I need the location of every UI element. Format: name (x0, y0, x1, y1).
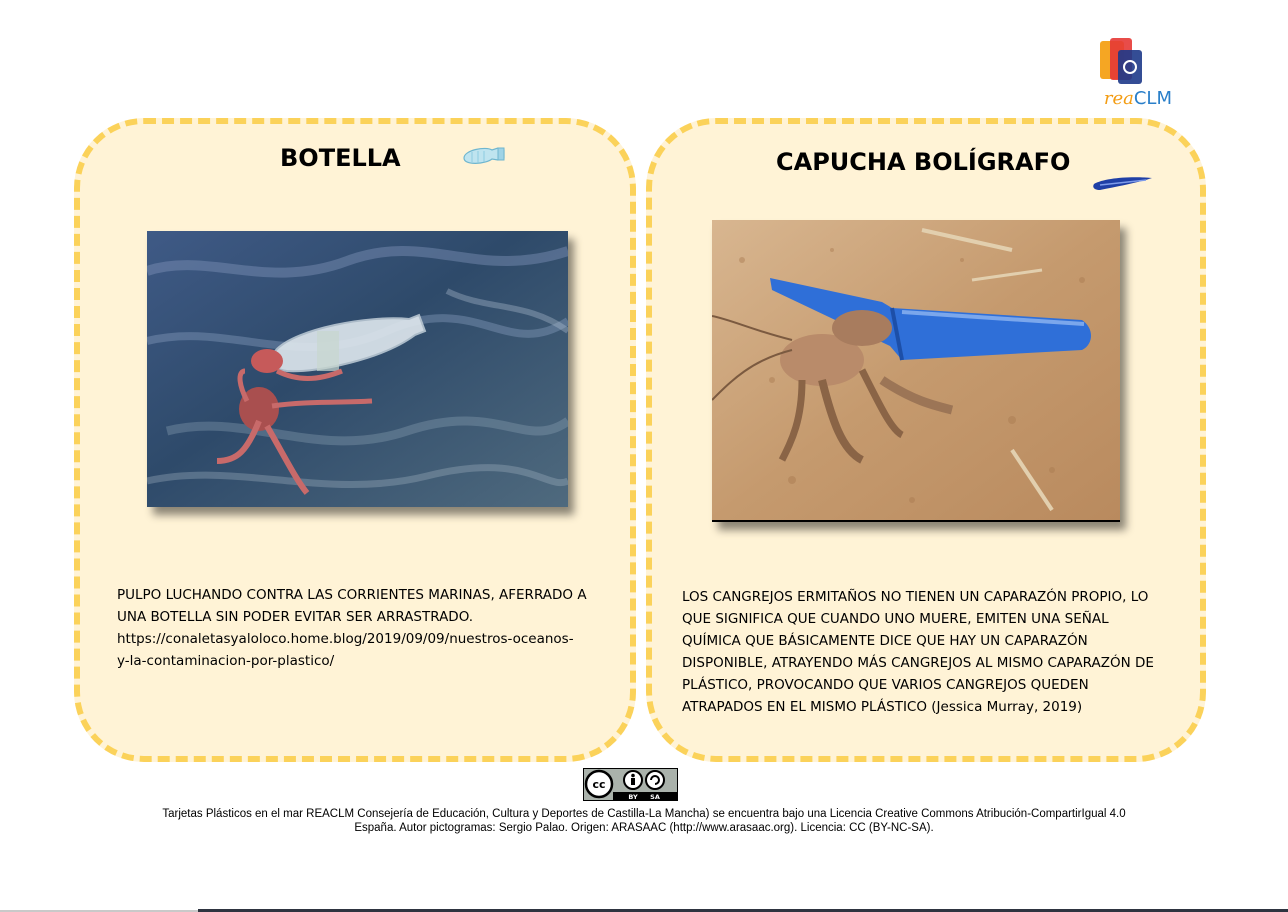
description-line: QUE SIGNIFICA QUE CUANDO UNO MUERE, EMITEN UNA SEÑAL (682, 611, 1109, 627)
description-line: ATRAPADOS EN EL MISMO PLÁSTICO (Jessica Murray, 2019) (682, 699, 1083, 715)
license-sa-label: SA (650, 793, 660, 801)
svg-text:cc: cc (592, 778, 606, 791)
card-description (117, 584, 607, 672)
hermit-crab-in-pen-cap-photo (712, 220, 1120, 522)
card-botella (74, 118, 636, 762)
card-description (682, 586, 1168, 718)
license-footer (80, 807, 1208, 835)
card-title: BOTELLA (280, 144, 401, 172)
license-footer-line2: España. Autor pictogramas: Sergio Palao. Origen: ARASAAC (http://www.arasaac.org). Licencia: CC (BY-NC-SA). (354, 822, 934, 834)
description-line: PLÁSTICO, PROVOCANDO QUE VARIOS CANGREJOS QUEDEN (682, 677, 1089, 693)
description-line: https://conaletasyaloloco.home.blog/2019/09/09/nuestros-oceanos- (117, 631, 574, 647)
description-line: UNA BOTELLA SIN PODER EVITAR SER ARRASTRADO. (117, 609, 474, 625)
license-footer-line1: Tarjetas Plásticos en el mar REACLM Consejería de Educación, Cultura y Deportes de Castilla-La Mancha) se encuentra bajo una Licencia Creative Commons Atribución-CompartirIgual 4.0 (162, 808, 1126, 820)
reaclm-logo-text: reaCLM (1103, 88, 1172, 109)
card-title: CAPUCHA BOLÍGRAFO (776, 148, 1071, 176)
octopus-with-plastic-bottle-photo (147, 231, 568, 507)
creative-commons-by-sa-icon[interactable] (583, 768, 678, 801)
pen-cap-icon (1090, 172, 1156, 194)
description-line: PULPO LUCHANDO CONTRA LAS CORRIENTES MARINAS, AFERRADO A (117, 587, 587, 603)
reaclm-logo-icon (1100, 38, 1148, 84)
bottle-icon (460, 142, 508, 170)
reaclm-logo (1072, 36, 1172, 112)
description-line: y-la-contaminacion-por-plastico/ (117, 653, 335, 669)
description-line: DISPONIBLE, ATRAYENDO MÁS CANGREJOS AL MISMO CAPARAZÓN DE (682, 655, 1154, 671)
license-by-label: BY (628, 793, 638, 801)
description-line: QUÍMICA QUE BÁSICAMENTE DICE QUE HAY UN CAPARAZÓN (682, 633, 1088, 649)
card-capucha-boligrafo (646, 118, 1206, 762)
description-line: LOS CANGREJOS ERMITAÑOS NO TIENEN UN CAPARAZÓN PROPIO, LO (682, 589, 1149, 605)
